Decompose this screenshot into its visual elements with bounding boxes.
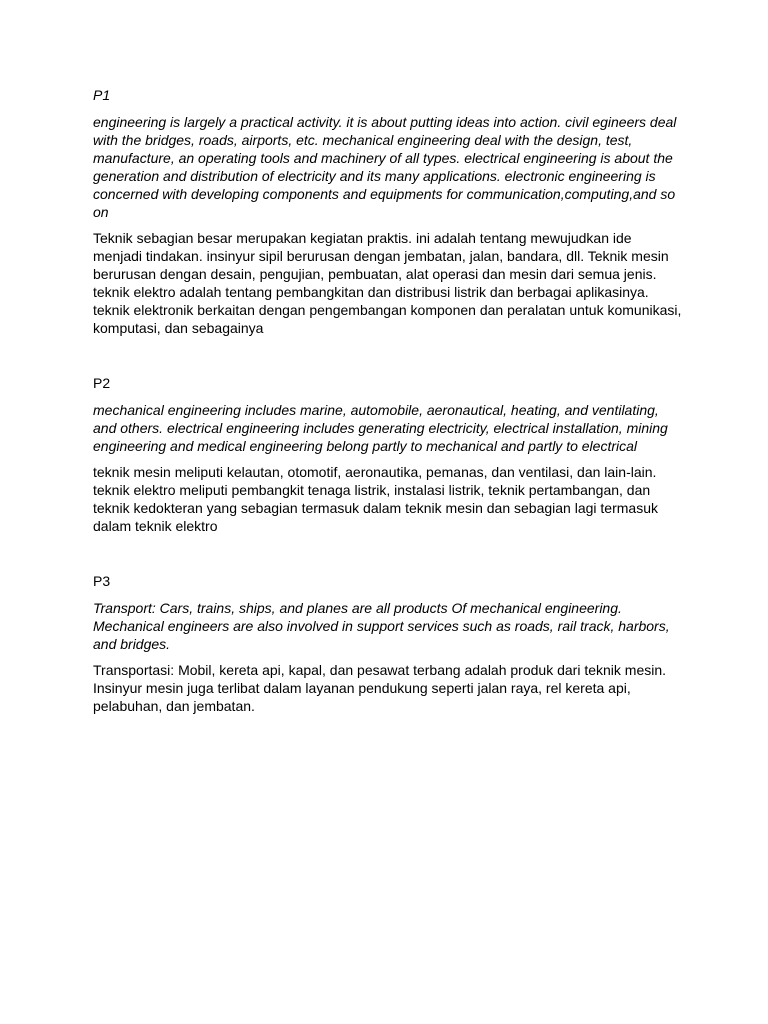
english-paragraph: mechanical engineering includes marine, automobile, aeronautical, heating, and ventilating, and others. electrical engineering includes generating electricity, electrical installation, mining engineering and medical engineering belong partly to mechanical and partly to electrical: [93, 402, 668, 454]
section-label: P3: [93, 573, 111, 589]
indonesian-paragraph: Transportasi: Mobil, kereta api, kapal, dan pesawat terbang adalah produk dari teknik mesin. Insinyur mesin juga terlibat dalam layanan pendukung seperti jalan raya, rel kereta api, pelabuhan, dan jembatan.: [93, 662, 667, 714]
indonesian-paragraph: teknik mesin meliputi kelautan, otomotif, aeronautika, pemanas, dan ventilasi, dan lain-lain. teknik elektro meliputi pembangkit tenaga listrik, instalasi listrik, teknik pertambangan, dan teknik kedokteran yang sebagian termasuk dalam teknik mesin dan sebagian lagi termasuk dalam teknik elektro: [93, 464, 658, 534]
section-p1: [93, 86, 683, 337]
section-p3: [93, 572, 683, 715]
document-page: [93, 86, 683, 752]
english-paragraph: engineering is largely a practical activity. it is about putting ideas into action. civil egineers deal with the bridges, roads, airports, etc. mechanical engineering deal with the design, test, manufacture, an operating tools and machinery of all types. electrical engineering is about the generation and distribution of electricity and its many applications. electronic engineering is concerned with developing components and equipments for communication,computing,and so on: [93, 114, 677, 220]
section-p2: [93, 374, 683, 535]
section-label: P1: [93, 87, 111, 103]
indonesian-paragraph: Teknik sebagian besar merupakan kegiatan praktis. ini adalah tentang mewujudkan ide menjadi tindakan. insinyur sipil berurusan dengan jembatan, jalan, bandara, dll. Teknik mesin berurusan dengan desain, pengujian, pembuatan, alat operasi dan mesin dari semua jenis. teknik elektro adalah tentang pembangkitan dan distribusi listrik dan berbagai aplikasinya. teknik elektronik berkaitan dengan pengembangan komponen dan peralatan untuk komunikasi, komputasi, dan sebagainya: [93, 230, 682, 336]
english-paragraph: Transport: Cars, trains, ships, and planes are all products Of mechanical engineering. Mechanical engineers are also involved in support services such as roads, rail track, harbors, and bridges.: [93, 600, 670, 652]
section-label: P2: [93, 375, 111, 391]
